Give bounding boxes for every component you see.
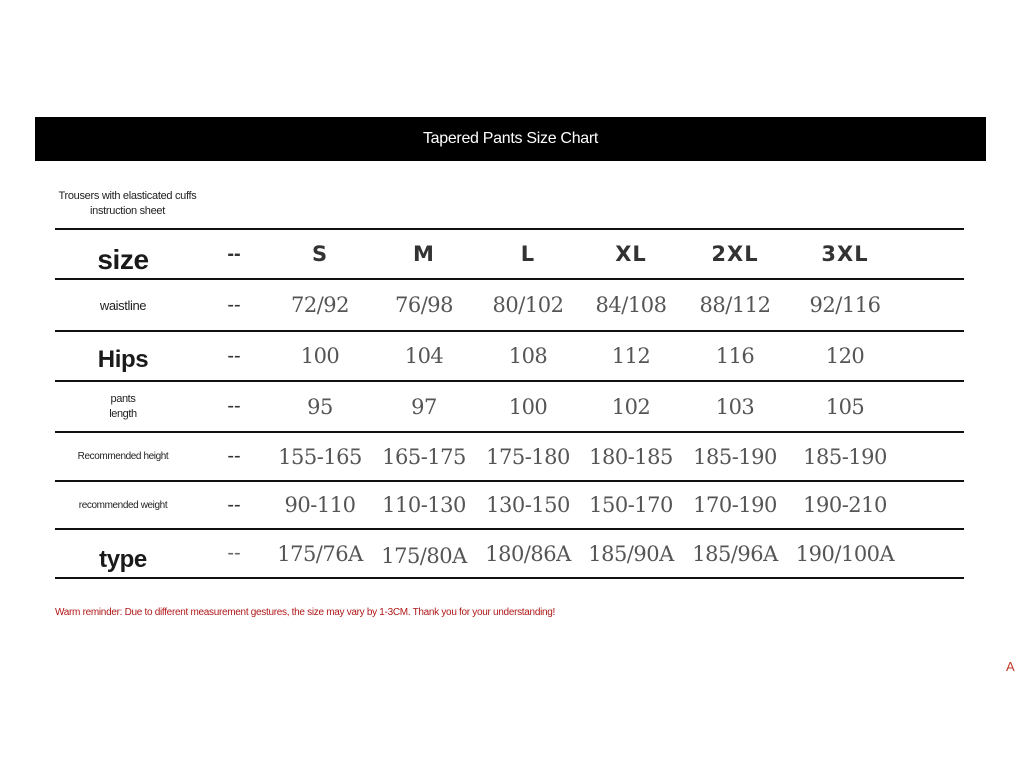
table-rule [55,577,964,579]
cell-value: 102 [611,394,651,419]
cell-value: 110-130 [382,493,466,517]
size-label: size [97,244,149,275]
row-label-type: type [99,545,147,573]
cell-value: 120 [825,344,865,368]
cell-value: 185-190 [693,444,777,469]
warm-reminder: Warm reminder: Due to different measurement gestures, the size may vary by 1-3CM. Thank you for your understanding! [55,607,555,618]
row-label-line-1: pants [110,392,136,405]
size-m: M [413,242,435,266]
cell-value: 108 [508,344,548,368]
cell-value: 76/98 [394,293,454,317]
cell-value: 72/92 [290,293,350,317]
cell-value: 185-190 [803,444,887,469]
cell-value: 92/116 [809,293,881,317]
subtitle-line-1: Trousers with elasticated cuffs [58,190,197,202]
dash: -- [227,493,241,516]
cell-value: 155-165 [278,444,362,469]
cell-value: 175/76A [277,541,363,566]
cell-value: 130-150 [486,493,570,517]
size-s: S [311,242,329,266]
corner-mark: A [1006,659,1015,674]
cell-value: 100 [300,344,340,368]
cell-value: 170-190 [693,493,777,517]
dash: -- [227,395,241,417]
table-row [55,530,964,577]
size-2xl: 2XL [711,242,759,266]
table-header-row [55,230,964,278]
cell-value: 190/100A [795,541,895,566]
size-xl: XL [615,242,647,266]
chart-title: Tapered Pants Size Chart [422,130,599,147]
cell-value: 88/112 [699,293,771,317]
cell-value: 90-110 [284,493,356,517]
table-row [55,280,964,330]
subtitle [55,189,200,219]
table-row [55,433,964,480]
cell-value: 175-180 [486,444,570,469]
dash: -- [227,344,241,367]
cell-value: 80/102 [492,293,564,317]
cell-value: 190-210 [803,493,887,517]
cell-value: 97 [411,394,437,419]
table-row [55,332,964,380]
cell-value: 116 [715,344,755,368]
table-row [55,482,964,528]
row-label-pants-length [55,382,191,431]
size-l: L [520,242,536,266]
row-label-hips: Hips [97,346,149,373]
row-label-recommended-weight: recommended weight [78,499,168,511]
cell-value: 100 [508,394,548,419]
cell-value: 103 [715,394,755,419]
cell-value: 180-185 [589,444,673,469]
cell-value: 175/80A [381,543,467,568]
subtitle-line-2: instruction sheet [90,205,165,217]
cell-value: 185/96A [692,541,778,566]
cell-value: 165-175 [382,444,466,469]
dash: -- [227,445,241,467]
cell-value: 180/86A [485,541,571,566]
cell-value: 104 [404,344,444,368]
chart-title-bar [35,117,986,161]
cell-value: 95 [307,394,333,419]
cell-value: 105 [825,394,865,419]
dash: -- [227,293,241,316]
row-label-waistline: waistline [99,297,147,313]
cell-value: 185/90A [588,541,674,566]
table-row [55,382,964,431]
cell-value: 150-170 [589,493,673,517]
cell-value: 112 [611,344,651,368]
size-3xl: 3XL [821,242,869,266]
cell-value: 84/108 [595,293,667,317]
dash: -- [227,242,241,265]
row-label-recommended-height: Recommended height [77,451,169,462]
dash: -- [227,542,241,564]
row-label-line-2: length [109,407,137,420]
